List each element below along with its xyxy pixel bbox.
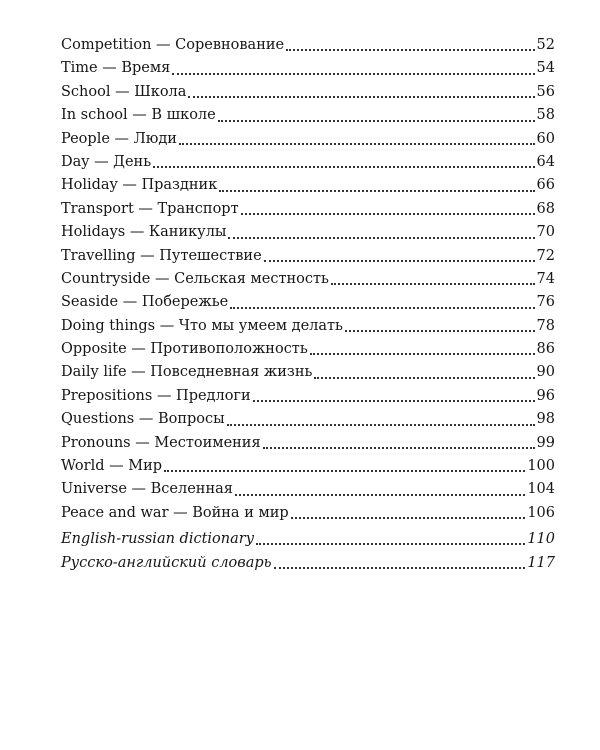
toc-entry-title: Русско-английский словарь bbox=[61, 555, 272, 571]
toc-entry[interactable] bbox=[61, 221, 555, 244]
toc-entry-title: Opposite — Противоположность bbox=[61, 341, 308, 358]
toc-entry-title: Competition — Соревнование bbox=[61, 36, 285, 53]
toc-entry[interactable] bbox=[61, 502, 555, 525]
toc-entry-page: 66 bbox=[536, 177, 555, 194]
dictionary-section bbox=[61, 527, 555, 575]
toc-entry-title: Prepositions — Предлоги bbox=[61, 387, 251, 404]
toc-entry-title: Peace and war — Война и мир bbox=[61, 504, 289, 521]
dot-leader bbox=[241, 212, 535, 215]
toc-entry-title: World — Мир bbox=[61, 458, 163, 475]
table-of-contents bbox=[61, 34, 555, 525]
toc-entry-title: Doing things — Что мы умеем делать bbox=[61, 317, 343, 334]
toc-entry-page: 98 bbox=[536, 411, 555, 428]
toc-entry-title: Holiday — Праздник bbox=[61, 177, 218, 194]
toc-entry[interactable] bbox=[61, 361, 555, 384]
toc-entry-page: 117 bbox=[527, 555, 555, 571]
dot-leader bbox=[179, 142, 535, 145]
toc-entry[interactable] bbox=[61, 408, 555, 431]
toc-entry-title: Transport — Транспорт bbox=[61, 200, 239, 217]
toc-entry-page: 74 bbox=[536, 270, 555, 287]
toc-entry-russian-english-dictionary[interactable] bbox=[61, 551, 555, 575]
toc-entry-english-russian-dictionary[interactable] bbox=[61, 527, 555, 551]
toc-entry-title: School — Школа bbox=[61, 83, 187, 100]
toc-entry-page: 104 bbox=[527, 481, 555, 498]
toc-entry-title: Countryside — Сельская местность bbox=[61, 270, 329, 287]
dot-leader bbox=[274, 566, 526, 569]
dot-leader bbox=[286, 48, 534, 51]
dot-leader bbox=[310, 352, 535, 355]
toc-entry[interactable] bbox=[61, 245, 555, 268]
toc-entry-page: 86 bbox=[536, 341, 555, 358]
toc-entry-page: 100 bbox=[527, 458, 555, 475]
toc-entry-title: Questions — Вопросы bbox=[61, 411, 225, 428]
toc-entry-title: Universe — Вселенная bbox=[61, 481, 233, 498]
toc-entry[interactable] bbox=[61, 291, 555, 314]
toc-entry-title: Day — День bbox=[61, 153, 152, 170]
toc-entry-page: 78 bbox=[536, 317, 555, 334]
toc-entry-page: 68 bbox=[536, 200, 555, 217]
dot-leader bbox=[218, 119, 535, 122]
dot-leader bbox=[314, 376, 534, 379]
toc-entry[interactable] bbox=[61, 174, 555, 197]
toc-entry[interactable] bbox=[61, 151, 555, 174]
toc-entry[interactable] bbox=[61, 34, 555, 57]
toc-entry[interactable] bbox=[61, 455, 555, 478]
toc-entry-page: 110 bbox=[527, 531, 555, 547]
toc-entry[interactable] bbox=[61, 104, 555, 127]
toc-entry-title: In school — В школе bbox=[61, 107, 216, 124]
toc-entry[interactable] bbox=[61, 478, 555, 501]
dot-leader bbox=[164, 469, 525, 472]
dot-leader bbox=[219, 189, 534, 192]
dot-leader bbox=[153, 165, 534, 168]
toc-entry-page: 58 bbox=[536, 107, 555, 124]
toc-entry-page: 60 bbox=[536, 130, 555, 147]
dot-leader bbox=[331, 282, 535, 285]
dot-leader bbox=[188, 95, 534, 98]
toc-entry-title: Time — Время bbox=[61, 60, 171, 77]
toc-entry-page: 72 bbox=[536, 247, 555, 264]
toc-entry[interactable] bbox=[61, 385, 555, 408]
toc-entry-title: Pronouns — Местоимения bbox=[61, 434, 261, 451]
toc-entry-page: 96 bbox=[536, 387, 555, 404]
toc-entry-page: 64 bbox=[536, 153, 555, 170]
toc-entry-title: Travelling — Путешествие bbox=[61, 247, 262, 264]
toc-entry-title: Daily life — Повседневная жизнь bbox=[61, 364, 313, 381]
toc-entry[interactable] bbox=[61, 338, 555, 361]
dot-leader bbox=[253, 399, 535, 402]
toc-entry[interactable] bbox=[61, 198, 555, 221]
toc-entry-page: 99 bbox=[536, 434, 555, 451]
toc-entry-title: Seaside — Побережье bbox=[61, 294, 229, 311]
dot-leader bbox=[172, 72, 534, 75]
toc-entry-page: 90 bbox=[536, 364, 555, 381]
toc-entry-page: 56 bbox=[536, 83, 555, 100]
dot-leader bbox=[235, 493, 525, 496]
toc-entry-page: 106 bbox=[527, 504, 555, 521]
toc-entry[interactable] bbox=[61, 268, 555, 291]
toc-entry-page: 54 bbox=[536, 60, 555, 77]
toc-entry[interactable] bbox=[61, 128, 555, 151]
toc-entry[interactable] bbox=[61, 57, 555, 80]
toc-entry[interactable] bbox=[61, 432, 555, 455]
toc-entry[interactable] bbox=[61, 81, 555, 104]
dot-leader bbox=[256, 542, 525, 545]
toc-entry-page: 52 bbox=[536, 36, 555, 53]
toc-entry-page: 70 bbox=[536, 224, 555, 241]
dot-leader bbox=[228, 236, 534, 239]
dot-leader bbox=[291, 516, 526, 519]
toc-entry-title: People — Люди bbox=[61, 130, 177, 147]
dot-leader bbox=[345, 329, 535, 332]
dot-leader bbox=[263, 446, 535, 449]
toc-entry[interactable] bbox=[61, 315, 555, 338]
dot-leader bbox=[264, 259, 535, 262]
toc-entry-title: English-russian dictionary bbox=[61, 531, 254, 547]
toc-entry-page: 76 bbox=[536, 294, 555, 311]
dot-leader bbox=[230, 306, 534, 309]
dot-leader bbox=[227, 423, 535, 426]
toc-entry-title: Holidays — Каникулы bbox=[61, 224, 227, 241]
